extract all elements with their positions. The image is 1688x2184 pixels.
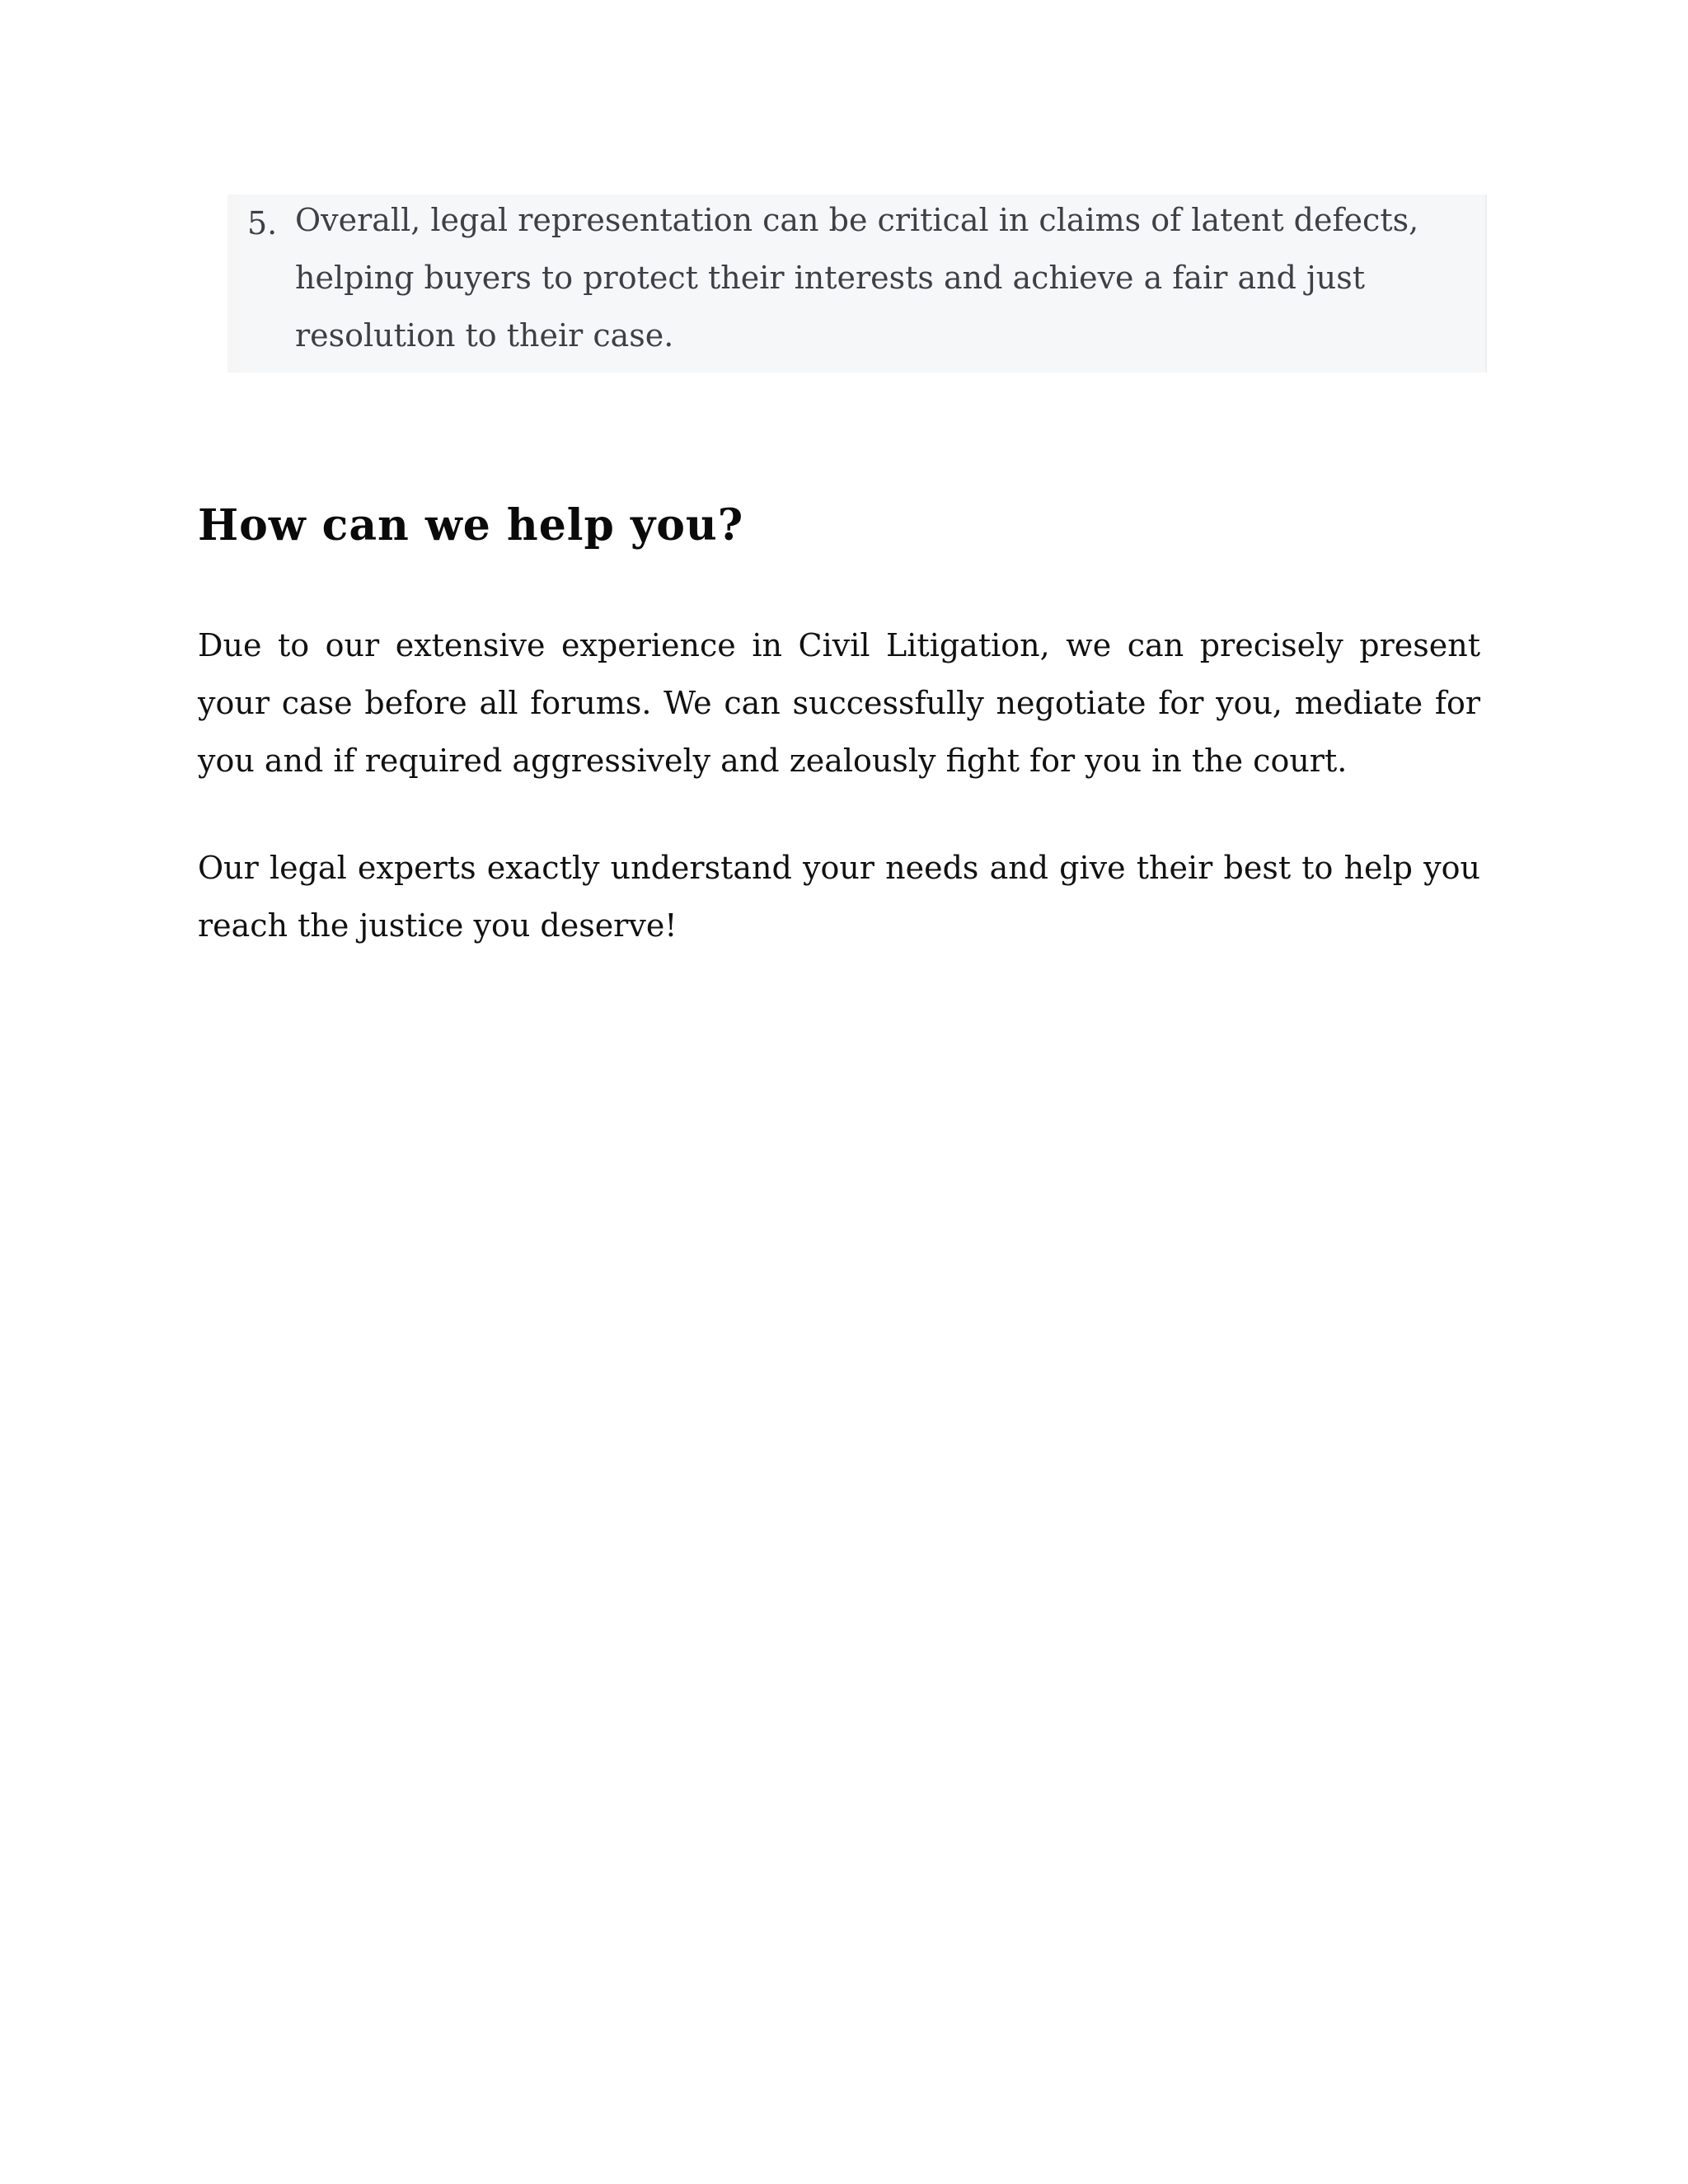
paragraph-experience: Due to our extensive experience in Civil Litigation, we can precisely present your case before all forums. We can successfully negotiate for you, mediate for you and if required aggressively and zealously fight for you in the court. — [198, 627, 1480, 779]
list-item — [241, 194, 1485, 368]
section-heading: How can we help you? — [198, 500, 744, 551]
list-item-number: 5. — [247, 205, 278, 241]
numbered-list — [241, 194, 1485, 368]
list-item-text: Overall, legal representation can be critical in claims of latent defects, helping buyers to protect their interests and achieve a fair and just resolution to their case. — [295, 202, 1419, 354]
paragraph-legal-experts: Our legal experts exactly understand your needs and give their best to help you reach the justice you deserve! — [198, 850, 1480, 944]
quote-block — [227, 194, 1487, 373]
